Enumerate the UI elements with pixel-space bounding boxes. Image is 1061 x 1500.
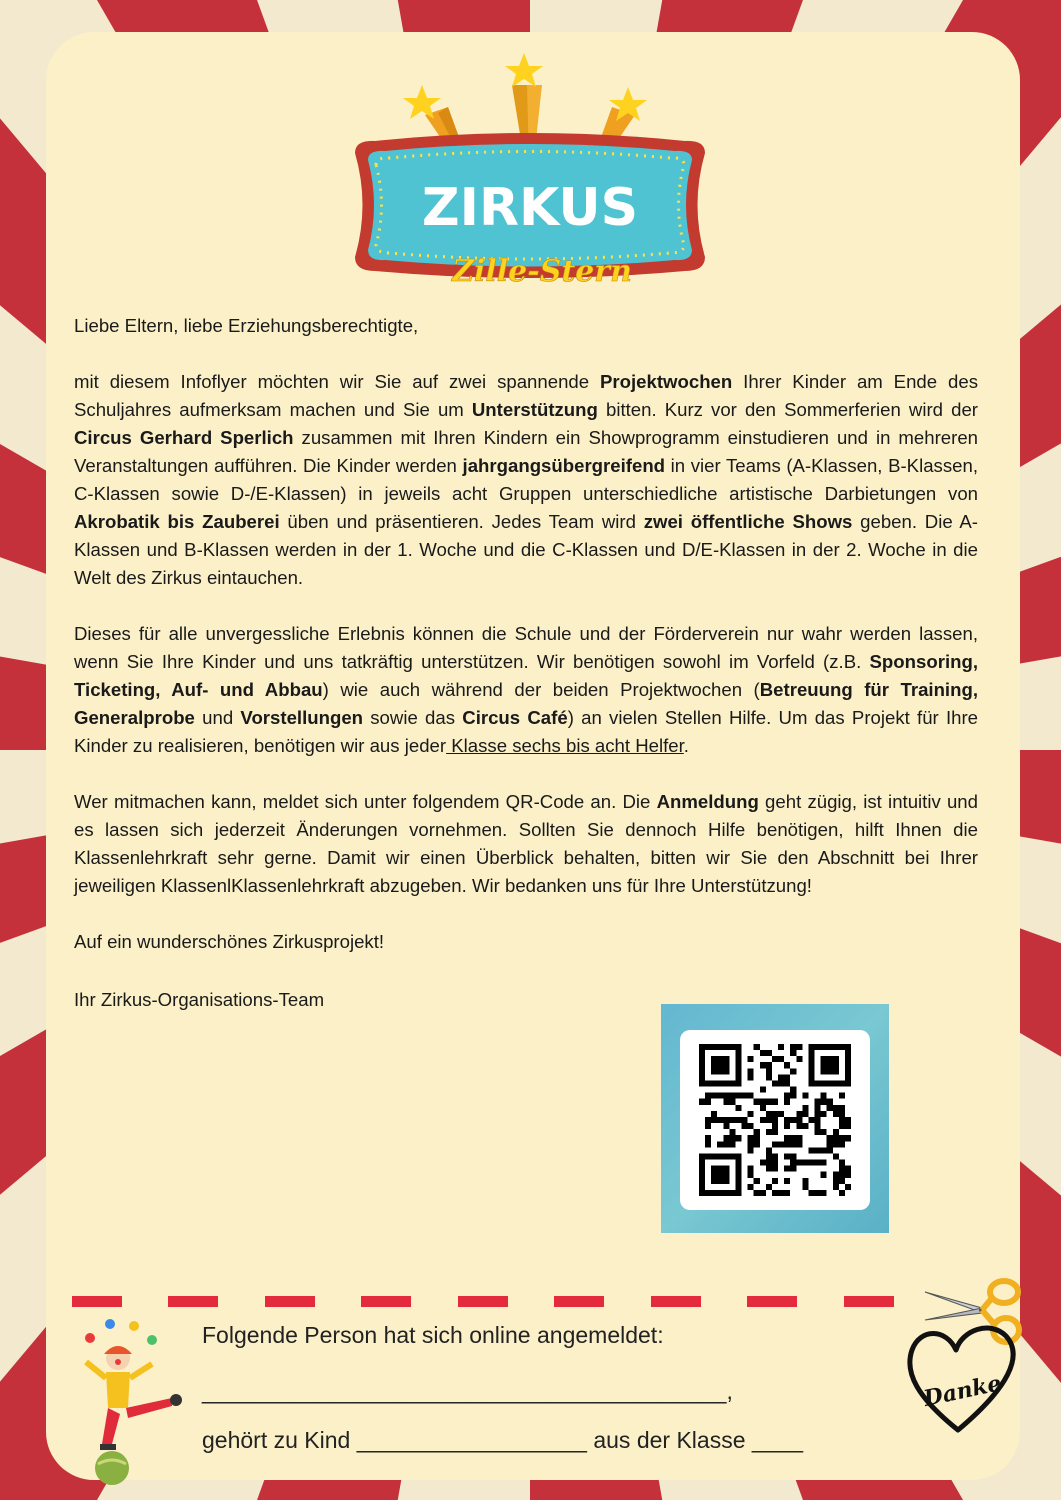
danke-heart-icon xyxy=(898,1318,1024,1436)
star-center-icon xyxy=(505,53,543,87)
qr-code-panel xyxy=(661,1004,889,1233)
svg-text:Danke: Danke xyxy=(921,1370,1004,1413)
signature: Ihr Zirkus-Organisations-Team xyxy=(74,989,325,1010)
svg-text:Zille-Stern: Zille-Stern xyxy=(452,254,632,289)
svg-text:ZIRKUS: ZIRKUS xyxy=(421,178,639,238)
form-registered-person-label: Folgende Person hat sich online angemeldet: xyxy=(202,1322,664,1348)
cut-line xyxy=(72,1296,892,1308)
paragraph-2: Dieses für alle unvergessliche Erlebnis können die Schule und der Förderverein nur wahr werden lassen, wenn Sie Ihre Kinder und uns tatkräftig unterstützen. Wir benötigen sowohl im Vorfeld (z.B. Sponsoring, Ticketing, Auf- und Abbau) wie auch während der beiden Projektwochen (Betreuung für Training, Generalprobe und Vorstellungen sowie das Circus Café) an vielen Stellen Hilfe. Um das Projekt für Ihre Kinder zu realisieren, benötigen wir aus jeder Klasse sechs bis acht Helfer. xyxy=(74,623,979,756)
form-name-blank[interactable]: _________________________________________, xyxy=(202,1378,733,1404)
letter-body xyxy=(74,312,978,1042)
paragraph-3: Wer mitmachen kann, meldet sich unter folgendem QR-Code an. Die Anmeldung geht zügig, ist intuitiv und es lassen sich jederzeit Änderungen vornehmen. Sollten Sie dennoch Hilfe benötigen, hilft Ihnen die Klassenlehrkraft sehr gerne. Damit wir einen Überblick behalten, bitten wir Sie den Abschnitt bei Ihrer jeweiligen KlassenlKlassenlehrkraft abzugeben. Wir bedanken uns für Ihre Unterstützung! xyxy=(74,791,978,896)
qr-code[interactable] xyxy=(695,1044,855,1196)
form-child-class-line[interactable]: gehört zu Kind __________________ aus der Klasse ____ xyxy=(202,1427,804,1453)
juggling-clown-icon xyxy=(72,1318,192,1488)
closing: Auf ein wunderschönes Zirkusprojekt! xyxy=(74,931,385,952)
zirkus-logo xyxy=(330,45,730,295)
paragraph-1: mit diesem Infoflyer möchten wir Sie auf zwei spannende Projektwochen Ihrer Kinder am Ende des Schuljahres aufmerksam machen und Sie um Unterstützung bitten. Kurz vor den Sommerferien wird der Circus Gerhard Sperlich zusammen mit Ihren Kindern ein Showprogramm einstudieren und in mehreren Veranstaltungen aufführen. Die Kinder werden jahrgangsübergreifend in vier Teams (A-Klassen, B-Klassen, C-Klassen sowie D-/E-Klassen) in jeweils acht Gruppen unterschiedliche artistische Darbietungen von Akrobatik bis Zauberei üben und präsentieren. Jedes Team wird zwei öffentliche Shows geben. Die A-Klassen und B-Klassen werden in der 1. Woche und die C-Klassen und D/E-Klassen in der 2. Woche in die Welt des Zirkus eintauchen. xyxy=(74,371,978,588)
greeting: Liebe Eltern, liebe Erziehungsberechtigte, xyxy=(74,315,419,336)
